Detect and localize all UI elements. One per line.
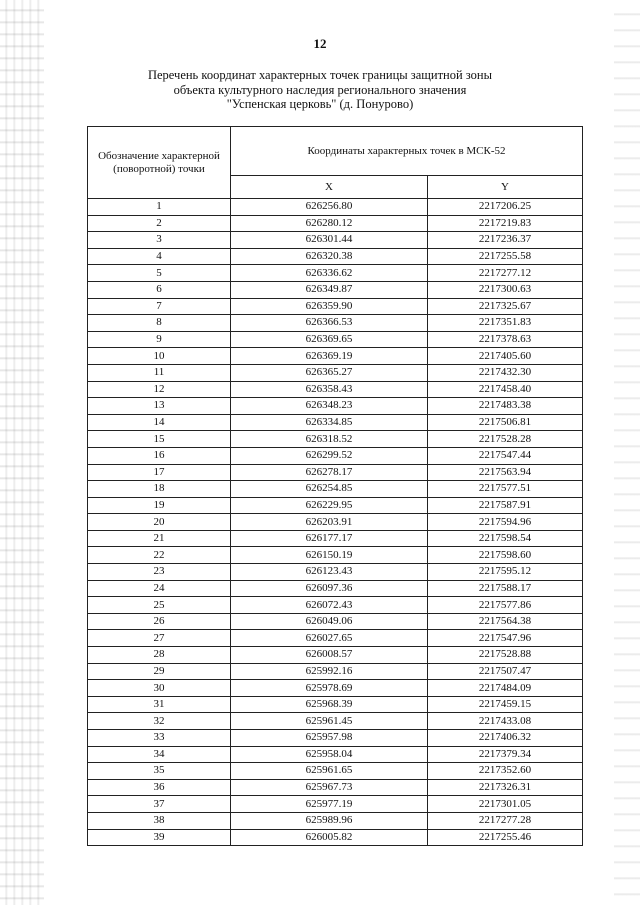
table-row (88, 348, 583, 365)
y-coordinate-cell: 2217577.51 (428, 481, 583, 498)
x-coordinate-cell: 626177.17 (231, 530, 428, 547)
table-row (88, 481, 583, 498)
table-row (88, 746, 583, 763)
page-number: 12 (313, 36, 327, 51)
x-coordinate-cell: 625967.73 (231, 779, 428, 796)
y-coordinate-cell: 2217506.81 (428, 414, 583, 431)
x-coordinate-cell: 626005.82 (231, 829, 428, 846)
x-coordinate-cell: 626008.57 (231, 647, 428, 664)
table-row (88, 630, 583, 647)
point-number-cell: 9 (88, 331, 231, 348)
point-number-cell: 27 (88, 630, 231, 647)
x-coordinate-cell: 626336.62 (231, 265, 428, 282)
y-coordinate-cell: 2217528.88 (428, 647, 583, 664)
x-coordinate-cell: 626334.85 (231, 414, 428, 431)
table-row (88, 564, 583, 581)
point-number-cell: 35 (88, 763, 231, 780)
point-number-cell: 34 (88, 746, 231, 763)
x-coordinate-cell: 625957.98 (231, 730, 428, 747)
title-line-2: объекта культурного наследия регионального значения (173, 82, 467, 97)
x-coordinate-cell: 626301.44 (231, 232, 428, 249)
y-coordinate-cell: 2217406.32 (428, 730, 583, 747)
point-number-cell: 24 (88, 580, 231, 597)
x-coordinate-cell: 626278.17 (231, 464, 428, 481)
table-row (88, 829, 583, 846)
point-number-cell: 14 (88, 414, 231, 431)
y-coordinate-cell: 2217351.83 (428, 315, 583, 332)
x-coordinate-cell: 626369.19 (231, 348, 428, 365)
y-coordinate-cell: 2217300.63 (428, 281, 583, 298)
table-row (88, 248, 583, 265)
y-coordinate-cell: 2217236.37 (428, 232, 583, 249)
x-coordinate-cell: 625968.39 (231, 696, 428, 713)
table-row (88, 199, 583, 216)
x-coordinate-cell: 625992.16 (231, 663, 428, 680)
point-number-cell: 1 (88, 199, 231, 216)
point-number-cell: 17 (88, 464, 231, 481)
x-coordinate-cell: 626229.95 (231, 497, 428, 514)
x-coordinate-cell: 626097.36 (231, 580, 428, 597)
header-point-designation: Обозначение характерной (поворотной) точки (88, 127, 231, 199)
table-row (88, 497, 583, 514)
table-row (88, 514, 583, 531)
table-row (88, 215, 583, 232)
y-coordinate-cell: 2217594.96 (428, 514, 583, 531)
document-title (100, 68, 540, 112)
table-row (88, 431, 583, 448)
table-row (88, 281, 583, 298)
y-coordinate-cell: 2217379.34 (428, 746, 583, 763)
x-coordinate-cell: 626320.38 (231, 248, 428, 265)
table-row (88, 381, 583, 398)
y-coordinate-cell: 2217432.30 (428, 364, 583, 381)
header-y: Y (428, 176, 583, 199)
y-coordinate-cell: 2217588.17 (428, 580, 583, 597)
point-number-cell: 39 (88, 829, 231, 846)
table-row (88, 796, 583, 813)
y-coordinate-cell: 2217326.31 (428, 779, 583, 796)
table-row (88, 680, 583, 697)
x-coordinate-cell: 626203.91 (231, 514, 428, 531)
x-coordinate-cell: 626280.12 (231, 215, 428, 232)
header-coordinates: Координаты характерных точек в МСК-52 (231, 127, 583, 176)
point-number-cell: 31 (88, 696, 231, 713)
y-coordinate-cell: 2217458.40 (428, 381, 583, 398)
table-row (88, 663, 583, 680)
point-number-cell: 28 (88, 647, 231, 664)
y-coordinate-cell: 2217301.05 (428, 796, 583, 813)
y-coordinate-cell: 2217528.28 (428, 431, 583, 448)
table-row (88, 580, 583, 597)
x-coordinate-cell: 626365.27 (231, 364, 428, 381)
x-coordinate-cell: 626318.52 (231, 431, 428, 448)
coordinates-table (87, 126, 583, 846)
table-row (88, 730, 583, 747)
table-row (88, 364, 583, 381)
title-line-3: "Успенская церковь" (д. Понурово) (226, 97, 414, 111)
x-coordinate-cell: 626359.90 (231, 298, 428, 315)
point-number-cell: 32 (88, 713, 231, 730)
table-row (88, 530, 583, 547)
table-row (88, 597, 583, 614)
table-row (88, 331, 583, 348)
y-coordinate-cell: 2217547.96 (428, 630, 583, 647)
point-number-cell: 26 (88, 613, 231, 630)
point-number-cell: 11 (88, 364, 231, 381)
point-number-cell: 25 (88, 597, 231, 614)
title-line-1: Перечень координат характерных точек границы защитной зоны (147, 68, 493, 82)
point-number-cell: 5 (88, 265, 231, 282)
y-coordinate-cell: 2217563.94 (428, 464, 583, 481)
table-row (88, 265, 583, 282)
x-coordinate-cell: 626256.80 (231, 199, 428, 216)
point-number-cell: 4 (88, 248, 231, 265)
x-coordinate-cell: 626150.19 (231, 547, 428, 564)
point-number-cell: 22 (88, 547, 231, 564)
x-coordinate-cell: 626358.43 (231, 381, 428, 398)
point-number-cell: 23 (88, 564, 231, 581)
point-number-cell: 36 (88, 779, 231, 796)
y-coordinate-cell: 2217598.60 (428, 547, 583, 564)
x-coordinate-cell: 626123.43 (231, 564, 428, 581)
point-number-cell: 10 (88, 348, 231, 365)
y-coordinate-cell: 2217277.12 (428, 265, 583, 282)
table-row (88, 232, 583, 249)
table-row (88, 398, 583, 415)
header-x: X (231, 176, 428, 199)
point-number-cell: 3 (88, 232, 231, 249)
x-coordinate-cell: 626027.65 (231, 630, 428, 647)
y-coordinate-cell: 2217564.38 (428, 613, 583, 630)
point-number-cell: 20 (88, 514, 231, 531)
x-coordinate-cell: 626049.06 (231, 613, 428, 630)
x-coordinate-cell: 626299.52 (231, 447, 428, 464)
y-coordinate-cell: 2217219.83 (428, 215, 583, 232)
x-coordinate-cell: 626348.23 (231, 398, 428, 415)
x-coordinate-cell: 625958.04 (231, 746, 428, 763)
y-coordinate-cell: 2217405.60 (428, 348, 583, 365)
point-number-cell: 16 (88, 447, 231, 464)
x-coordinate-cell: 625978.69 (231, 680, 428, 697)
point-number-cell: 30 (88, 680, 231, 697)
y-coordinate-cell: 2217577.86 (428, 597, 583, 614)
x-coordinate-cell: 625977.19 (231, 796, 428, 813)
x-coordinate-cell: 625961.65 (231, 763, 428, 780)
x-coordinate-cell: 626366.53 (231, 315, 428, 332)
x-coordinate-cell: 626349.87 (231, 281, 428, 298)
y-coordinate-cell: 2217277.28 (428, 812, 583, 829)
table-row (88, 763, 583, 780)
x-coordinate-cell: 626369.65 (231, 331, 428, 348)
point-number-cell: 8 (88, 315, 231, 332)
x-coordinate-cell: 626072.43 (231, 597, 428, 614)
point-number-cell: 6 (88, 281, 231, 298)
point-number-cell: 2 (88, 215, 231, 232)
point-number-cell: 7 (88, 298, 231, 315)
y-coordinate-cell: 2217547.44 (428, 447, 583, 464)
point-number-cell: 18 (88, 481, 231, 498)
table-row (88, 613, 583, 630)
table-row (88, 414, 583, 431)
table-row (88, 315, 583, 332)
y-coordinate-cell: 2217598.54 (428, 530, 583, 547)
y-coordinate-cell: 2217255.58 (428, 248, 583, 265)
y-coordinate-cell: 2217507.47 (428, 663, 583, 680)
scan-artifact-right (614, 0, 640, 905)
point-number-cell: 38 (88, 812, 231, 829)
scan-artifact-left (0, 0, 44, 905)
y-coordinate-cell: 2217325.67 (428, 298, 583, 315)
point-number-cell: 13 (88, 398, 231, 415)
y-coordinate-cell: 2217587.91 (428, 497, 583, 514)
x-coordinate-cell: 625989.96 (231, 812, 428, 829)
x-coordinate-cell: 626254.85 (231, 481, 428, 498)
y-coordinate-cell: 2217595.12 (428, 564, 583, 581)
point-number-cell: 19 (88, 497, 231, 514)
table-row (88, 447, 583, 464)
point-number-cell: 33 (88, 730, 231, 747)
table-row (88, 464, 583, 481)
y-coordinate-cell: 2217255.46 (428, 829, 583, 846)
y-coordinate-cell: 2217484.09 (428, 680, 583, 697)
point-number-cell: 21 (88, 530, 231, 547)
point-number-cell: 15 (88, 431, 231, 448)
point-number-cell: 29 (88, 663, 231, 680)
table-row (88, 779, 583, 796)
x-coordinate-cell: 625961.45 (231, 713, 428, 730)
y-coordinate-cell: 2217433.08 (428, 713, 583, 730)
y-coordinate-cell: 2217459.15 (428, 696, 583, 713)
table-row (88, 647, 583, 664)
point-number-cell: 12 (88, 381, 231, 398)
table-row (88, 713, 583, 730)
y-coordinate-cell: 2217483.38 (428, 398, 583, 415)
table-row (88, 812, 583, 829)
table-row (88, 696, 583, 713)
y-coordinate-cell: 2217206.25 (428, 199, 583, 216)
point-number-cell: 37 (88, 796, 231, 813)
y-coordinate-cell: 2217378.63 (428, 331, 583, 348)
y-coordinate-cell: 2217352.60 (428, 763, 583, 780)
table-row (88, 547, 583, 564)
table-row (88, 298, 583, 315)
